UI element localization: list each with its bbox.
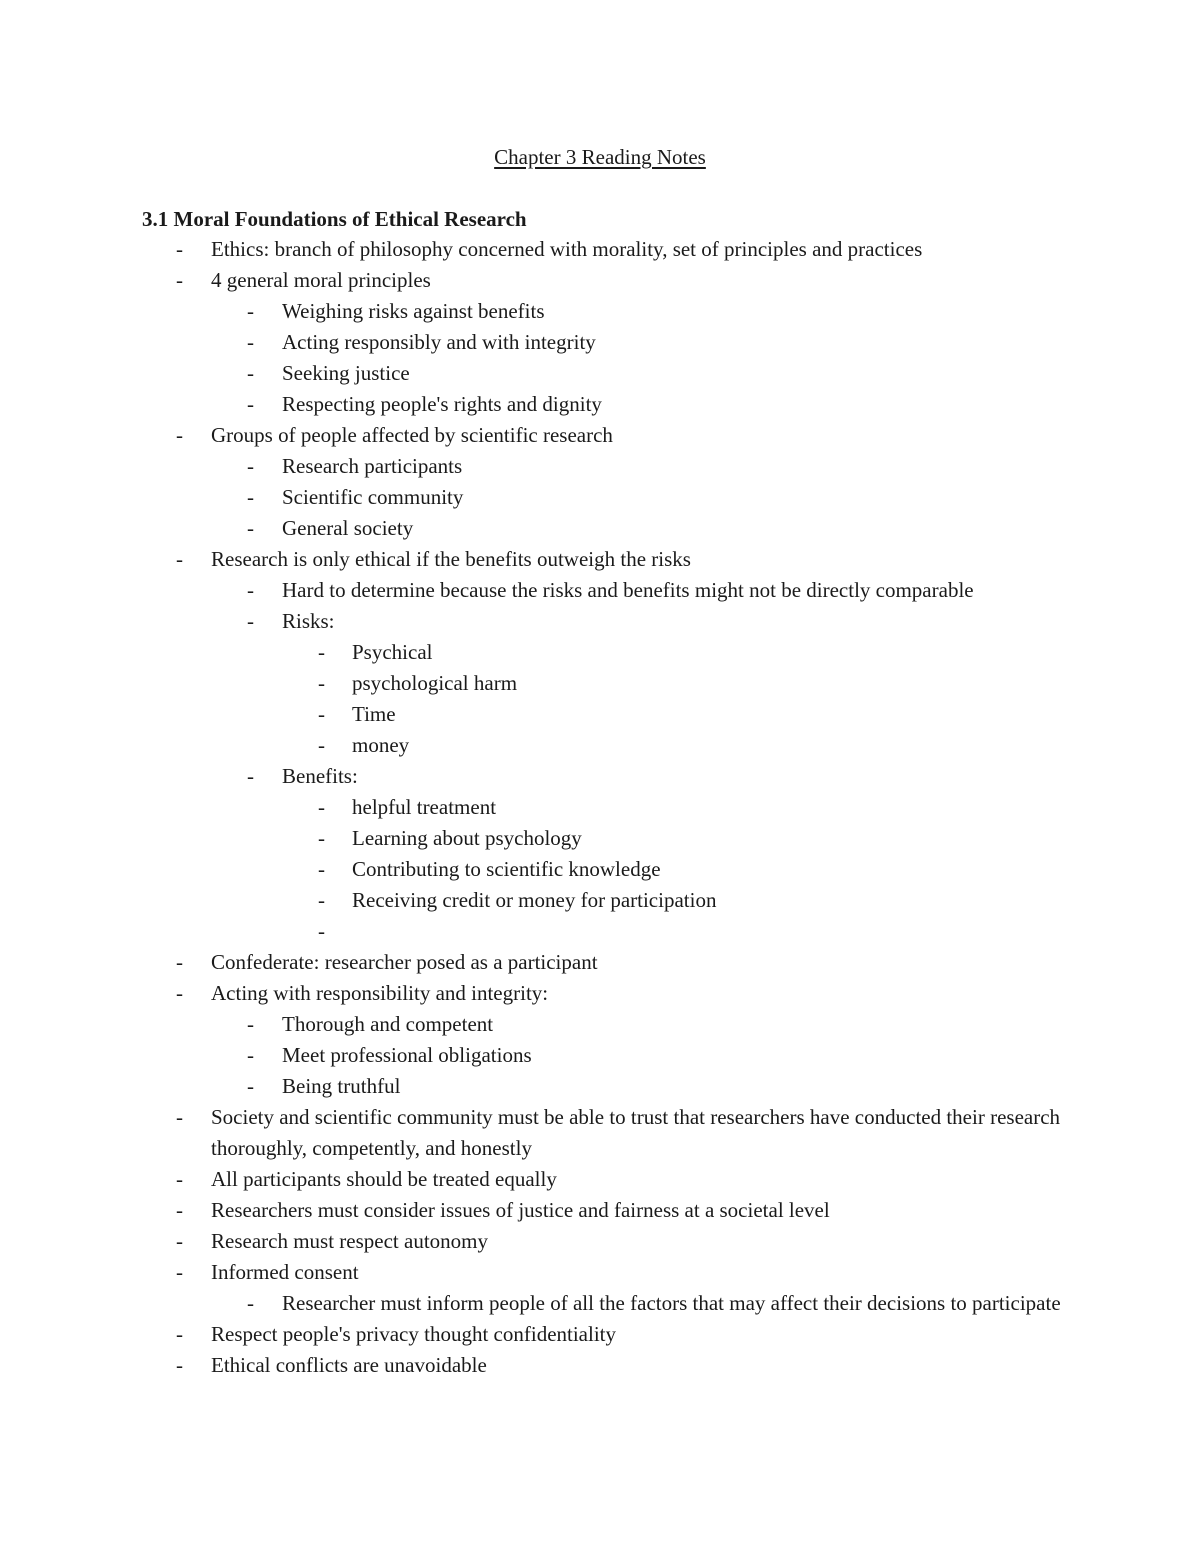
- note-item-level-1: [0, 947, 1200, 978]
- bullet-dash: -: [318, 857, 325, 881]
- note-text: Society and scientific community must be able to trust that researchers have conducted their research thoroughly, competently, and honestly: [211, 1105, 1061, 1160]
- note-text: helpful treatment: [352, 795, 497, 819]
- note-text: Groups of people affected by scientific research: [211, 423, 613, 447]
- note-item-level-2: [0, 761, 1200, 792]
- note-item-level-1: [0, 1226, 1200, 1257]
- bullet-dash: -: [318, 919, 325, 943]
- bullet-dash: -: [176, 950, 183, 974]
- bullet-dash: -: [176, 1322, 183, 1346]
- note-text: Ethical conflicts are unavoidable: [211, 1353, 487, 1377]
- note-text: Respecting people's rights and dignity: [282, 392, 602, 416]
- note-text: psychological harm: [352, 671, 518, 695]
- bullet-dash: -: [176, 1167, 183, 1191]
- bullet-dash: -: [247, 1291, 254, 1315]
- bullet-dash: -: [247, 578, 254, 602]
- bullet-dash: -: [176, 547, 183, 571]
- note-text: Acting responsibly and with integrity: [282, 330, 596, 354]
- section-heading: 3.1 Moral Foundations of Ethical Research: [142, 207, 527, 231]
- note-text: All participants should be treated equally: [211, 1167, 557, 1191]
- note-text: money: [352, 733, 410, 757]
- document-title: Chapter 3 Reading Notes: [494, 145, 706, 169]
- note-item-level-3: [0, 792, 1200, 823]
- note-text: Research participants: [282, 454, 463, 478]
- bullet-dash: -: [247, 1043, 254, 1067]
- note-item-level-2: [0, 358, 1200, 389]
- note-text: Contributing to scientific knowledge: [352, 857, 661, 881]
- bullet-dash: -: [318, 640, 325, 664]
- note-text: Seeking justice: [282, 361, 410, 385]
- note-text: Informed consent: [211, 1260, 359, 1284]
- note-text: Time: [352, 702, 396, 726]
- note-item-level-1: [0, 265, 1200, 296]
- note-text: General society: [282, 516, 414, 540]
- note-item-level-1: [0, 978, 1200, 1009]
- note-text: Confederate: researcher posed as a participant: [211, 950, 598, 974]
- note-item-level-1: [0, 1164, 1200, 1195]
- note-text: Meet professional obligations: [282, 1043, 532, 1067]
- note-item-level-1: [0, 234, 1200, 265]
- note-item-level-3: [0, 730, 1200, 761]
- note-item-level-3: [0, 668, 1200, 699]
- bullet-dash: -: [247, 609, 254, 633]
- note-item-level-1: [0, 1195, 1200, 1226]
- bullet-dash: -: [176, 237, 183, 261]
- note-item-level-3: [0, 916, 1200, 947]
- note-item-level-1: [0, 1319, 1200, 1350]
- note-item-level-2: [0, 606, 1200, 637]
- note-text: Receiving credit or money for participation: [352, 888, 717, 912]
- note-item-level-2: [0, 1009, 1200, 1040]
- bullet-dash: -: [247, 1074, 254, 1098]
- note-item-level-2: [0, 482, 1200, 513]
- bullet-dash: -: [176, 268, 183, 292]
- bullet-dash: -: [176, 1260, 183, 1284]
- note-item-level-1: [0, 1102, 1200, 1164]
- note-item-level-2: [0, 1071, 1200, 1102]
- bullet-dash: -: [176, 423, 183, 447]
- note-item-level-1: [0, 420, 1200, 451]
- note-item-level-1: [0, 1257, 1200, 1288]
- note-text: Researcher must inform people of all the factors that may affect their decisions to participate: [282, 1291, 1061, 1315]
- note-text: Thorough and competent: [282, 1012, 494, 1036]
- bullet-dash: -: [176, 1198, 183, 1222]
- bullet-dash: -: [247, 392, 254, 416]
- note-item-level-2: [0, 389, 1200, 420]
- notes-list: [0, 234, 1200, 1381]
- note-item-level-3: [0, 699, 1200, 730]
- note-text: Research is only ethical if the benefits outweigh the risks: [211, 547, 691, 571]
- bullet-dash: -: [247, 330, 254, 354]
- note-item-level-3: [0, 854, 1200, 885]
- note-item-level-2: [0, 1040, 1200, 1071]
- note-item-level-2: [0, 327, 1200, 358]
- note-text: Risks:: [282, 609, 335, 633]
- note-item-level-3: [0, 885, 1200, 916]
- note-text: Psychical: [352, 640, 433, 664]
- bullet-dash: -: [318, 826, 325, 850]
- note-item-level-2: [0, 575, 1200, 606]
- note-text: Researchers must consider issues of justice and fairness at a societal level: [211, 1198, 830, 1222]
- note-item-level-2: [0, 451, 1200, 482]
- note-item-level-3: [0, 637, 1200, 668]
- note-text: Respect people's privacy thought confidentiality: [211, 1322, 617, 1346]
- note-item-level-2: [0, 513, 1200, 544]
- note-item-level-1: [0, 1350, 1200, 1381]
- note-text: Ethics: branch of philosophy concerned with morality, set of principles and practices: [211, 237, 923, 261]
- bullet-dash: -: [176, 1105, 183, 1129]
- bullet-dash: -: [247, 299, 254, 323]
- note-text: Learning about psychology: [352, 826, 582, 850]
- note-item-level-1: [0, 544, 1200, 575]
- note-text: Scientific community: [282, 485, 464, 509]
- bullet-dash: -: [176, 981, 183, 1005]
- note-item-level-2: [0, 1288, 1200, 1319]
- note-text: [352, 916, 1072, 947]
- note-item-level-2: [0, 296, 1200, 327]
- note-text: Being truthful: [282, 1074, 401, 1098]
- note-text: Benefits:: [282, 764, 358, 788]
- note-text: Hard to determine because the risks and benefits might not be directly comparable: [282, 578, 974, 602]
- bullet-dash: -: [247, 1012, 254, 1036]
- bullet-dash: -: [247, 764, 254, 788]
- bullet-dash: -: [318, 795, 325, 819]
- bullet-dash: -: [247, 516, 254, 540]
- note-text: 4 general moral principles: [211, 268, 431, 292]
- bullet-dash: -: [318, 733, 325, 757]
- bullet-dash: -: [318, 888, 325, 912]
- note-text: Weighing risks against benefits: [282, 299, 545, 323]
- bullet-dash: -: [247, 454, 254, 478]
- bullet-dash: -: [176, 1353, 183, 1377]
- bullet-dash: -: [318, 671, 325, 695]
- bullet-dash: -: [176, 1229, 183, 1253]
- bullet-dash: -: [318, 702, 325, 726]
- bullet-dash: -: [247, 361, 254, 385]
- note-text: Research must respect autonomy: [211, 1229, 488, 1253]
- note-item-level-3: [0, 823, 1200, 854]
- note-text: Acting with responsibility and integrity:: [211, 981, 549, 1005]
- bullet-dash: -: [247, 485, 254, 509]
